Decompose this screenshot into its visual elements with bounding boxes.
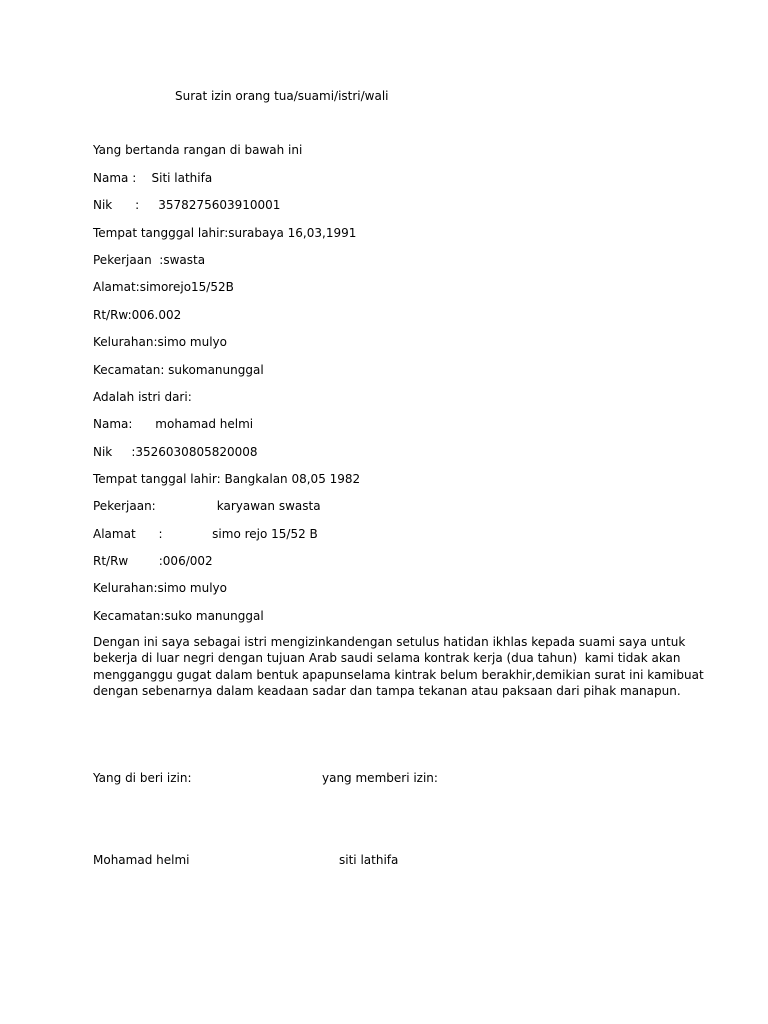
letter-title: Surat izin orang tua/suami/istri/wali xyxy=(175,89,389,103)
person2-kelurahan: Kelurahan:simo mulyo xyxy=(93,581,227,595)
consent-paragraph xyxy=(93,634,704,700)
person1-nama: Nama : Siti lathifa xyxy=(93,171,213,185)
signature-left-label: Yang di beri izin: xyxy=(93,771,192,785)
person2-nik: Nik :3526030805820008 xyxy=(93,445,258,459)
person2-rtrw: Rt/Rw :006/002 xyxy=(93,554,213,568)
person1-ttl: Tempat tangggal lahir:surabaya 16,03,1991 xyxy=(93,226,357,240)
signature-left-name: Mohamad helmi xyxy=(93,853,190,867)
person1-pekerjaan: Pekerjaan :swasta xyxy=(93,253,206,267)
intro-line: Yang bertanda rangan di bawah ini xyxy=(93,143,303,157)
paragraph-line: bekerja di luar negri dengan tujuan Arab saudi selama kontrak kerja (dua tahun) kami tidak akan xyxy=(93,651,681,666)
signature-right-label: yang memberi izin: xyxy=(322,771,438,785)
person2-pekerjaan: Pekerjaan: karyawan swasta xyxy=(93,499,321,513)
paragraph-line: dengan sebenarnya dalam keadaan sadar dan tampa tekanan atau paksaan dari pihak manapun. xyxy=(93,684,681,699)
person2-ttl: Tempat tanggal lahir: Bangkalan 08,05 1982 xyxy=(93,472,361,486)
person1-nik: Nik : 3578275603910001 xyxy=(93,198,281,212)
person1-kelurahan: Kelurahan:simo mulyo xyxy=(93,335,227,349)
person1-alamat: Alamat:simorejo15/52B xyxy=(93,280,234,294)
person1-rtrw: Rt/Rw:006.002 xyxy=(93,308,182,322)
signature-right-name: siti lathifa xyxy=(339,853,399,867)
paragraph-line: mengganggu gugat dalam bentuk apapunselama kintrak belum berakhir,demikian surat ini kamibuat xyxy=(93,667,704,682)
person2-alamat: Alamat : simo rejo 15/52 B xyxy=(93,527,318,541)
person2-nama: Nama: mohamad helmi xyxy=(93,417,254,431)
paragraph-line: Dengan ini saya sebagai istri mengizinkandengan setulus hatidan ikhlas kepada suami saya untuk xyxy=(93,635,686,649)
person1-kecamatan: Kecamatan: sukomanunggal xyxy=(93,363,264,377)
person2-kecamatan: Kecamatan:suko manunggal xyxy=(93,609,264,623)
relation-line: Adalah istri dari: xyxy=(93,390,192,404)
